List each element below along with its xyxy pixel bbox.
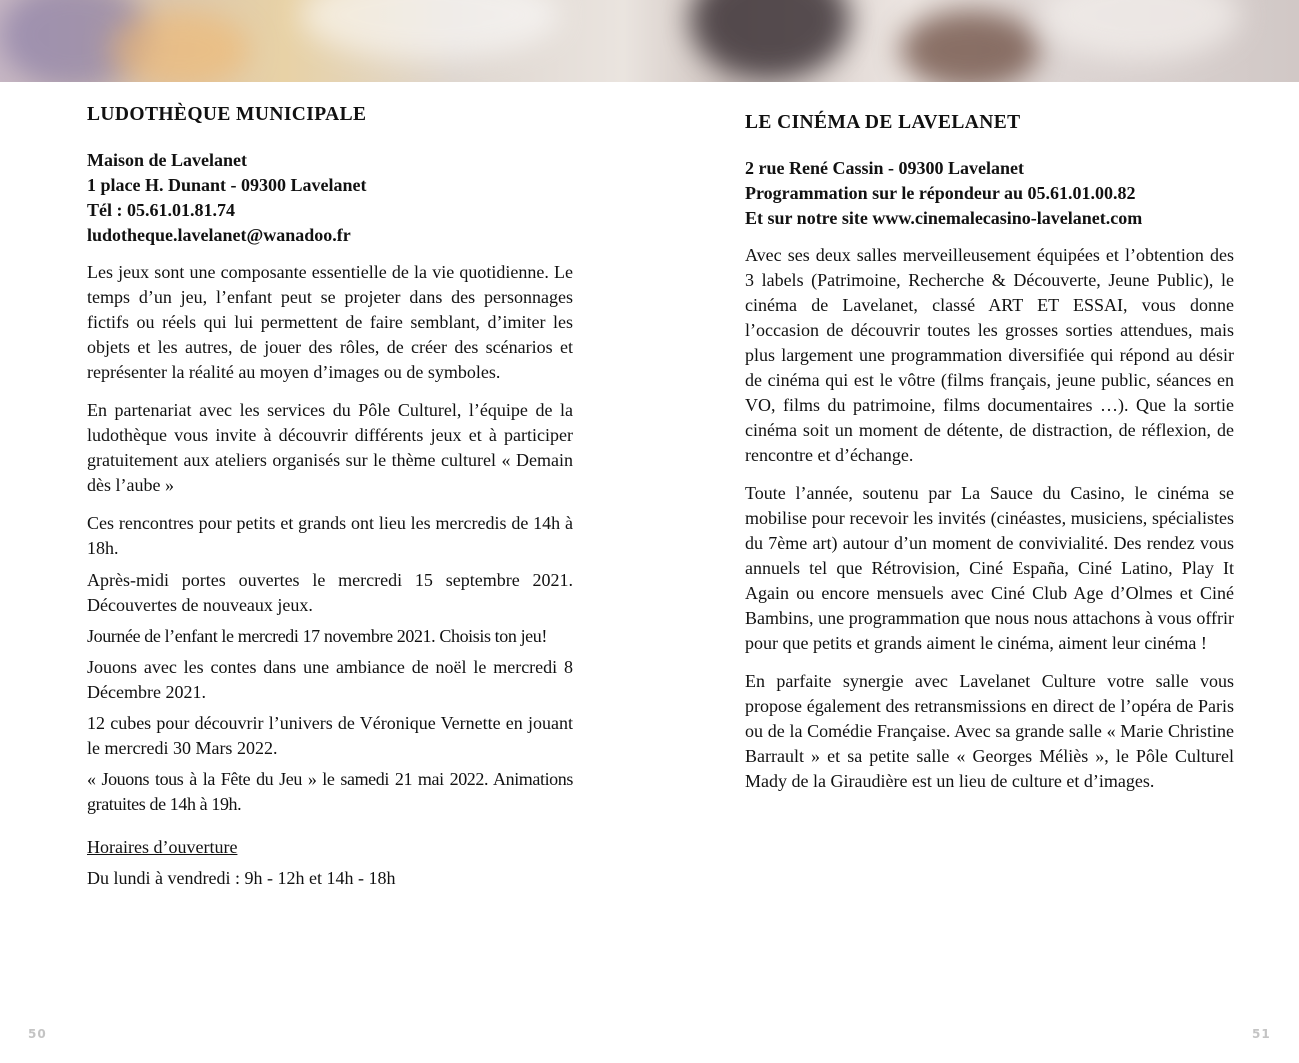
paragraph: 12 cubes pour découvrir l’univers de Véronique Vernette en jouant le mercredi 30 Mars 2022. [87, 713, 573, 758]
contact-line: Maison de Lavelanet [87, 150, 247, 170]
section-heading-cinema: LE CINÉMA DE LAVELANET [745, 112, 1021, 133]
opening-hours-title: Horaires d’ouverture [87, 837, 238, 857]
paragraph: Avec ses deux salles merveilleusement équipées et l’obtention des 3 labels (Patrimoine, Recherche & Découverte, Jeune Public), le cinéma de Lavelanet, classé ART ET ESSAI, vous donne l’occasion de découvrir toutes les grosses sorties attendues, mais plus largement une programmation diversifiée qui répond au désir de cinéma qui est le vôtre (films français, jeune public, séances en VO, films du patrimoine, films documentaires …). Que la sortie cinéma soit un moment de détente, de distraction, de réflexion, de rencontre et d’échange. [745, 245, 1234, 465]
paragraph: Après-midi portes ouvertes le mercredi 15 septembre 2021. Découvertes de nouveaux jeux. [87, 570, 573, 615]
ludotheque-contact-block [87, 148, 573, 248]
cinema-contact-block [745, 156, 1234, 231]
page-number-right: 51 [1252, 1027, 1271, 1041]
paragraph: Journée de l’enfant le mercredi 17 novembre 2021. Choisis ton jeu! [87, 626, 547, 646]
paragraph: Les jeux sont une composante essentielle de la vie quotidienne. Le temps d’un jeu, l’enfant peut se projeter dans des personnages fictifs ou réels qui lui permettent de faire semblant, d’imiter les objets et les autres, de jouer des rôles, de créer des scénarios et représenter la réalité au moyen d’images ou de symboles. [87, 262, 573, 382]
paragraph: Ces rencontres pour petits et grands ont lieu les mercredis de 14h à 18h. [87, 513, 573, 558]
header-photo-banner [0, 0, 1299, 82]
contact-line: Programmation sur le répondeur au 05.61.01.00.82 [745, 183, 1136, 203]
contact-line: 1 place H. Dunant - 09300 Lavelanet [87, 175, 367, 195]
contact-line: 2 rue René Cassin - 09300 Lavelanet [745, 158, 1024, 178]
section-heading-ludotheque: LUDOTHÈQUE MUNICIPALE [87, 104, 367, 125]
contact-email: ludotheque.lavelanet@wanadoo.fr [87, 225, 351, 245]
contact-website: Et sur notre site www.cinemalecasino-lavelanet.com [745, 208, 1143, 228]
contact-line: Tél : 05.61.01.81.74 [87, 200, 235, 220]
paragraph: En partenariat avec les services du Pôle Culturel, l’équipe de la ludothèque vous invite à découvrir différents jeux et à participer gratuitement aux ateliers organisés sur le thème culturel « Demain dès l’aube » [87, 400, 573, 495]
opening-hours-text: Du lundi à vendredi : 9h - 12h et 14h - 18h [87, 868, 396, 888]
page-number-left: 50 [28, 1027, 47, 1041]
paragraph: « Jouons tous à la Fête du Jeu » le samedi 21 mai 2022. Animations gratuites de 14h à 19h. [87, 769, 573, 814]
paragraph: En parfaite synergie avec Lavelanet Culture votre salle vous propose également des retransmissions en direct de l’opéra de Paris ou de la Comédie Française. Avec sa grande salle « Marie Christine Barrault » et sa petite salle « Georges Méliès », le Pôle Culturel Mady de la Giraudière est un lieu de culture et d’images. [745, 671, 1234, 791]
paragraph: Jouons avec les contes dans une ambiance de noël le mercredi 8 Décembre 2021. [87, 657, 573, 702]
paragraph: Toute l’année, soutenu par La Sauce du Casino, le cinéma se mobilise pour recevoir les invités (cinéastes, musiciens, spécialistes du 7ème art) autour d’un moment de convivialité. Des rendez vous annuels tel que Rétrovision, Ciné España, Ciné Latino, Play It Again ou encore mensuels avec Ciné Club Age d’Olmes et Ciné Bambins, une programmation que nous nous attachons à vous offrir pour que petits et grands aiment le cinéma, aiment leur cinéma ! [745, 483, 1234, 653]
